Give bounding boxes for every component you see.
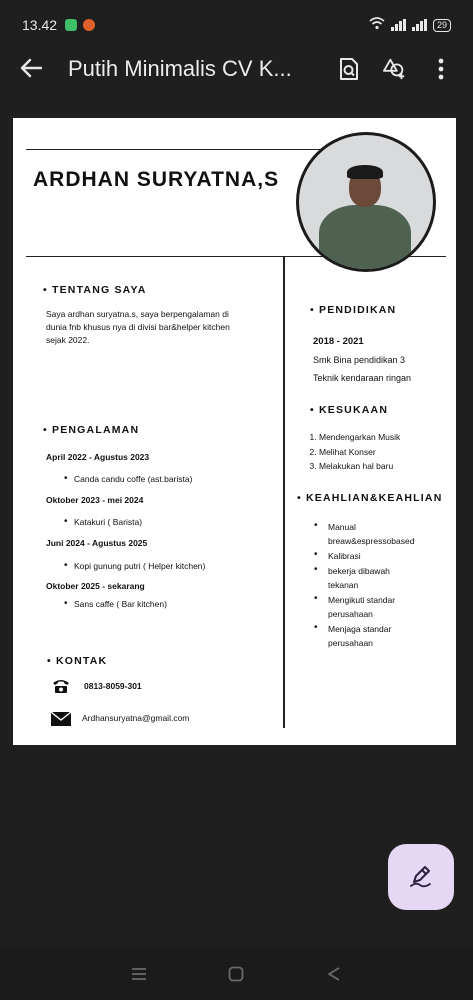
profile-photo bbox=[296, 132, 436, 272]
skill-item: • bekerja dibawah tekanan bbox=[314, 564, 414, 592]
skill-item: • Manual breaw&espressobased bbox=[314, 520, 414, 548]
wifi-icon bbox=[369, 17, 385, 33]
divider-top bbox=[26, 149, 326, 150]
add-shapes-icon[interactable] bbox=[383, 57, 407, 81]
experience-place-1: • Canda candu coffe (ast.barista) bbox=[74, 474, 192, 484]
status-indicators bbox=[369, 17, 451, 33]
home-icon[interactable] bbox=[223, 961, 249, 987]
notification-app-icon bbox=[65, 19, 77, 31]
email-icon bbox=[50, 711, 72, 727]
experience-place-3: • Kopi gunung putri ( Helper kitchen) bbox=[74, 561, 205, 571]
recent-apps-icon[interactable] bbox=[126, 961, 152, 987]
document-page[interactable] bbox=[13, 118, 456, 745]
about-heading: • TENTANG SAYA bbox=[43, 284, 147, 296]
divider-column bbox=[283, 256, 285, 728]
phone-icon bbox=[50, 678, 72, 694]
experience-place-4: • Sans caffe ( Bar kitchen) bbox=[74, 599, 167, 609]
hobby-item: 3. Melakukan hal baru bbox=[319, 459, 400, 474]
pen-edit-icon bbox=[408, 862, 434, 893]
skill-item: • Kalibrasi bbox=[314, 549, 414, 563]
signal-icon bbox=[391, 19, 406, 31]
hobby-item: 2. Melihat Konser bbox=[319, 445, 400, 460]
about-line-3: sejak 2022. bbox=[46, 335, 90, 345]
contact-phone: 0813-8059-301 bbox=[84, 681, 142, 691]
experience-period-1: April 2022 - Agustus 2023 bbox=[46, 452, 150, 462]
system-nav-bar bbox=[0, 948, 473, 1000]
skills-list bbox=[314, 520, 414, 651]
app-bar bbox=[0, 50, 473, 88]
status-time: 13.42 bbox=[22, 17, 58, 33]
experience-heading: • PENGALAMAN bbox=[43, 424, 140, 436]
contact-heading: • KONTAK bbox=[47, 655, 108, 667]
experience-period-3: Juni 2024 - Agustus 2025 bbox=[46, 538, 148, 548]
battery-icon: 29 bbox=[433, 19, 451, 32]
education-school: Smk Bina pendidikan 3 bbox=[313, 355, 406, 365]
experience-place-2: • Katakuri ( Barista) bbox=[74, 517, 142, 527]
experience-period-2: Oktober 2023 - mei 2024 bbox=[46, 495, 144, 505]
about-line-1: Saya ardhan suryatna.s, saya berpengalaman di bbox=[46, 309, 229, 319]
cv-name: ARDHAN SURYATNA,S bbox=[33, 168, 280, 191]
hobbies-heading: • KESUKAAN bbox=[310, 404, 389, 416]
signal-icon-2 bbox=[412, 19, 427, 31]
status-bar bbox=[0, 0, 473, 50]
skills-heading: • KEAHLIAN&KEAHLIAN bbox=[297, 492, 443, 504]
hobby-item: 1. Mendengarkan Musik bbox=[319, 430, 400, 445]
back-arrow-icon[interactable] bbox=[20, 53, 50, 85]
hobbies-list bbox=[305, 430, 400, 474]
search-document-icon[interactable] bbox=[337, 57, 361, 81]
experience-period-4: Oktober 2025 - sekarang bbox=[46, 581, 145, 591]
education-major: Teknik kendaraan ringan bbox=[313, 373, 412, 383]
document-title: Putih Minimalis CV K... bbox=[68, 56, 292, 81]
notification-app-icon-2 bbox=[83, 19, 95, 31]
education-heading: • PENDIDIKAN bbox=[310, 304, 397, 316]
edit-fab-button[interactable] bbox=[388, 844, 454, 910]
skill-item: • Menjaga standar perusahaan bbox=[314, 622, 414, 650]
back-icon[interactable] bbox=[321, 961, 347, 987]
about-line-2: dunia fnb khusus nya di divisi bar&helper kitchen bbox=[46, 322, 230, 332]
education-years: 2018 - 2021 bbox=[313, 336, 364, 347]
skill-item: • Mengikuti standar perusahaan bbox=[314, 593, 414, 621]
contact-email: Ardhansuryatna@gmail.com bbox=[82, 713, 190, 723]
more-options-icon[interactable] bbox=[429, 57, 453, 81]
